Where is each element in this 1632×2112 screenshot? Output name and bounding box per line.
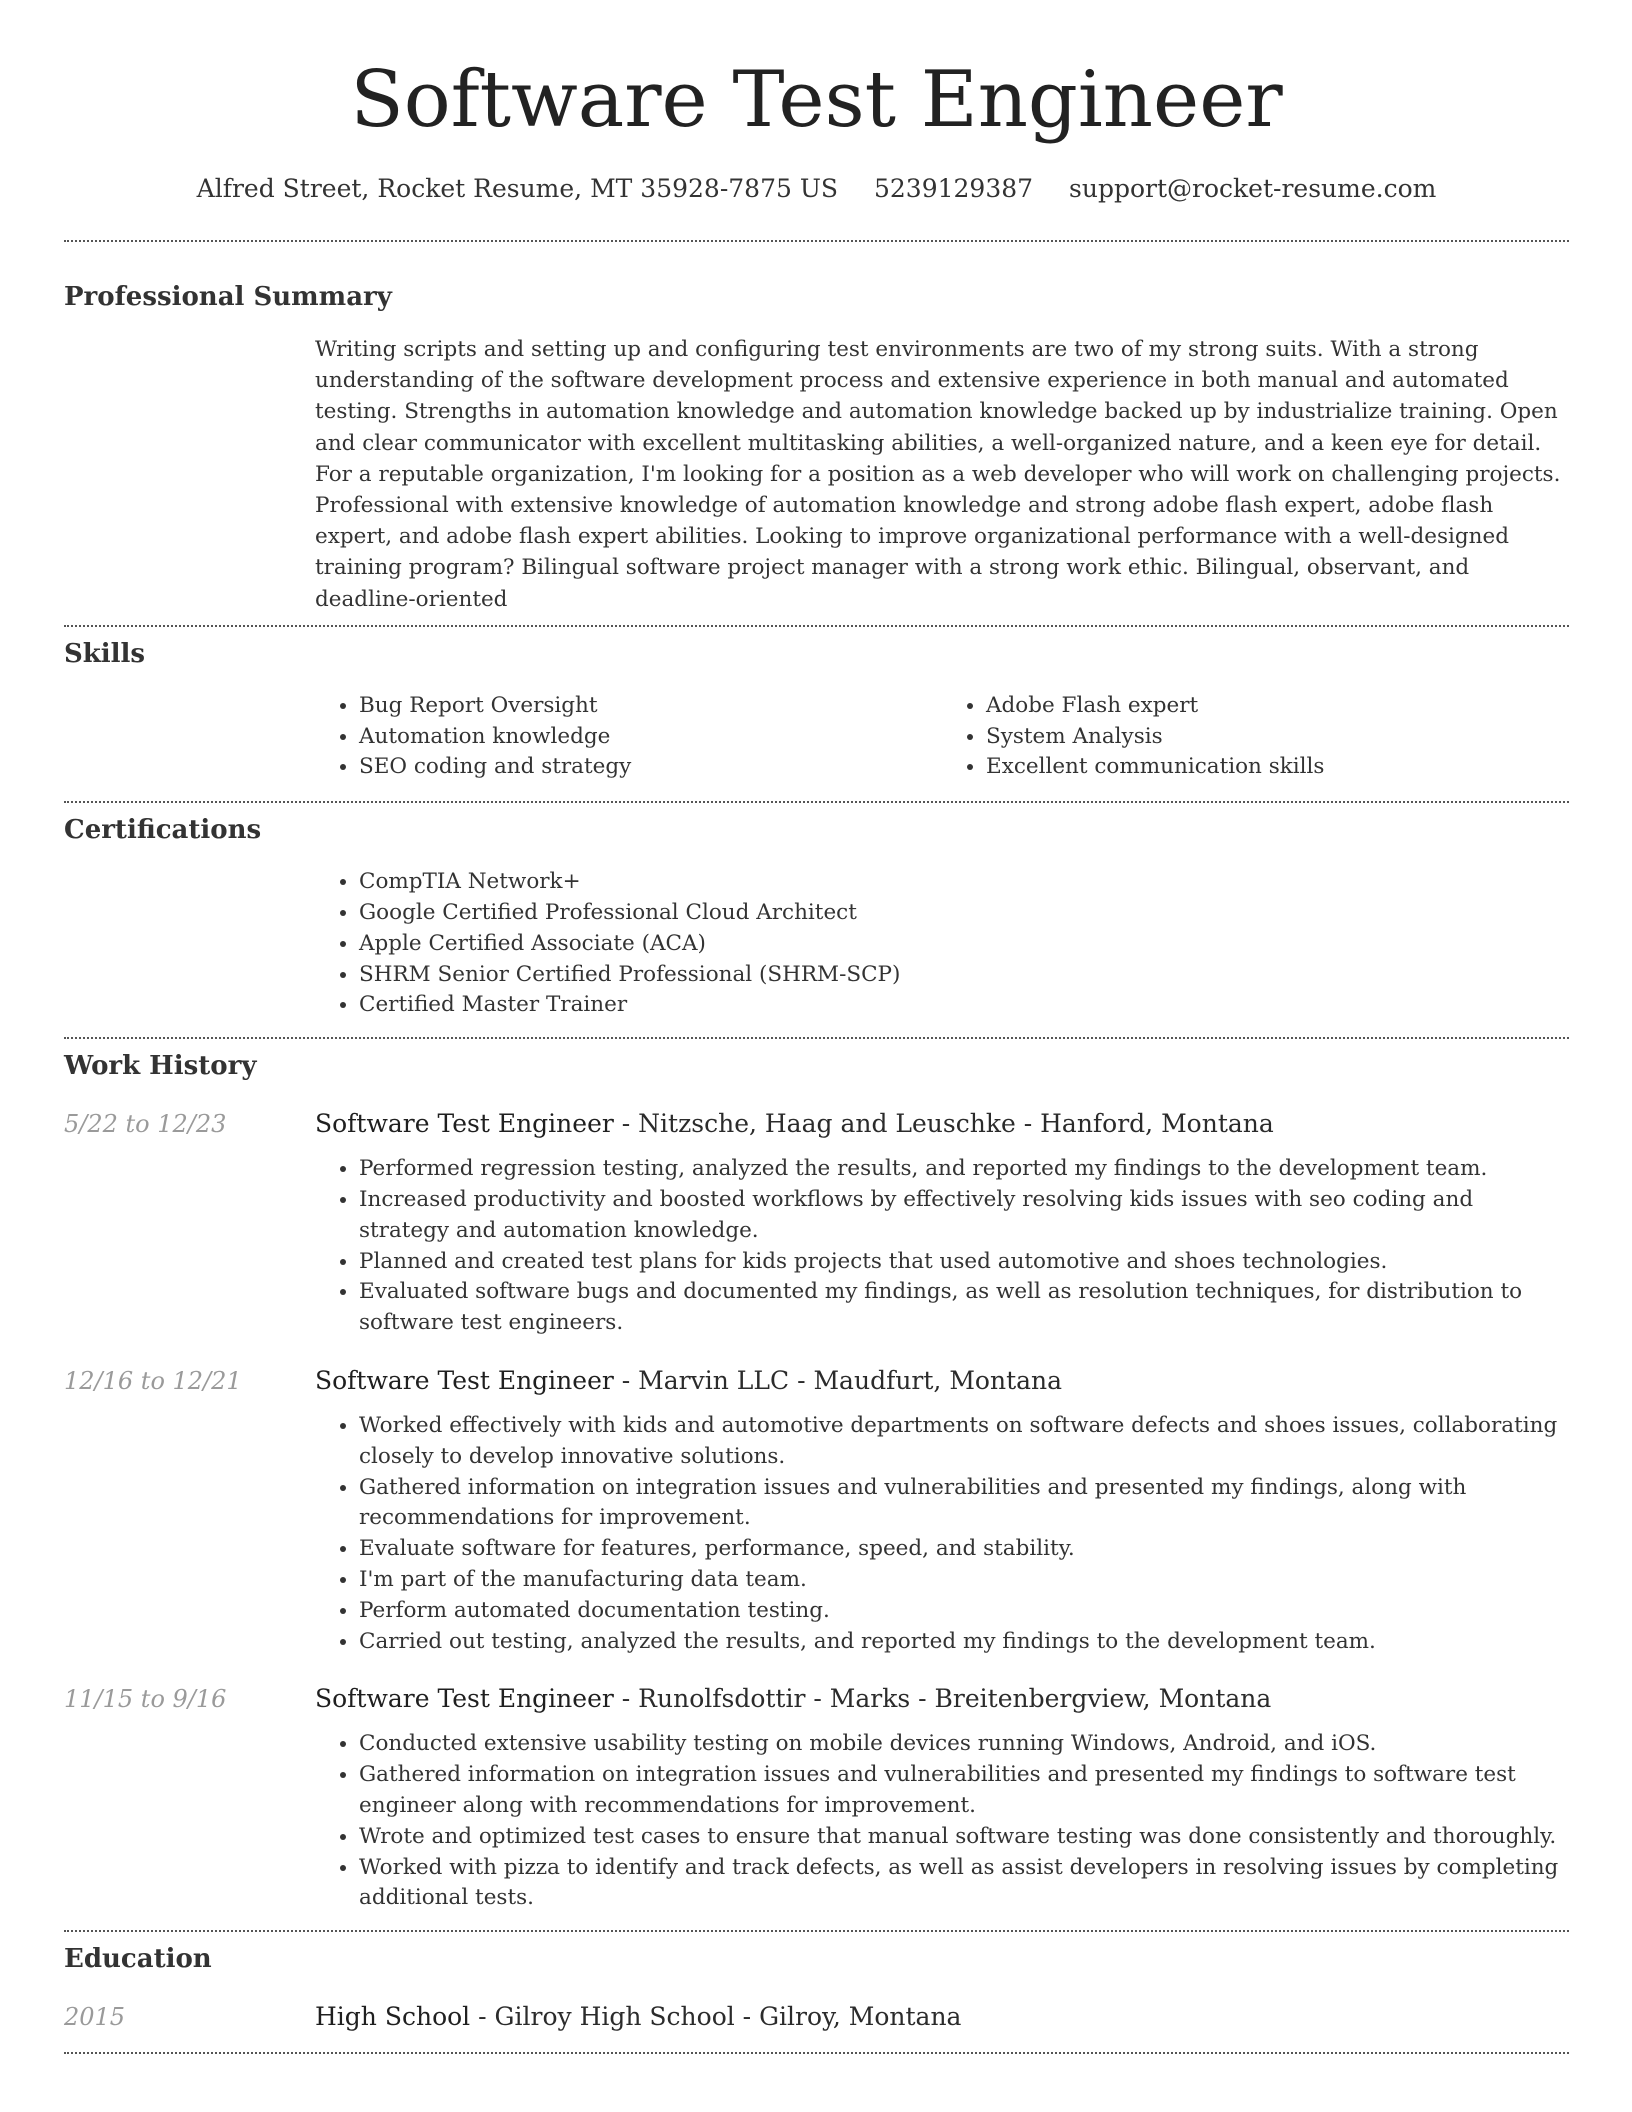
- resume-page: [64, 0, 1569, 2054]
- job-bullet: • I'm part of the manufacturing data team.: [359, 1565, 1569, 1596]
- job-bullet: • Increased productivity and boosted workflows by effectively resolving kids issues with seo coding and strategy and automation knowledge.: [359, 1185, 1569, 1247]
- job-employer: - Runolfsdottir - Marks - Breitenbergview, Montana: [613, 1684, 1272, 1714]
- skill-item: • Excellent communication skills: [986, 752, 1569, 783]
- skills-columns: [315, 691, 1569, 783]
- education-year: 2015: [64, 2003, 126, 2032]
- contact-line: [64, 172, 1569, 206]
- job-bullets: [315, 1729, 1569, 1914]
- job-bullet: • Worked effectively with kids and automotive departments on software defects and shoes issues, collaborating closely to develop innovative solutions.: [359, 1411, 1569, 1473]
- job-entry: [64, 1107, 1569, 1339]
- resume-title: Software Test Engineer: [350, 55, 1283, 145]
- summary-text: Writing scripts and setting up and configuring test environments are two of my strong suits. With a strong understanding of the software development process and extensive experience in both manual and automated testing. Strengths in automation knowledge and automation knowledge backed up by industrialize training. Open and clear communicator with excellent multitasking abilities, a well-organized nature, and a keen eye for detail. For a reputable organization, I'm looking for a position as a web developer who will work on challenging projects. Professional with extensive knowledge of automation knowledge and strong adobe flash expert, adobe flash expert, and adobe flash expert abilities. Looking to improve organizational performance with a well-designed training program? Bilingual software project manager with a strong work ethic. Bilingual, observant, and deadline-oriented: [315, 337, 1561, 612]
- divider: [64, 625, 1569, 627]
- job-bullet: • Perform automated documentation testing.: [359, 1596, 1569, 1627]
- education-entry: [64, 2000, 1569, 2034]
- education-title: [315, 2000, 961, 2034]
- job-bullet: • Evaluate software for features, performance, speed, and stability.: [359, 1534, 1569, 1565]
- skill-item: • Bug Report Oversight: [359, 691, 942, 722]
- divider: [64, 240, 1569, 242]
- job-bullet: • Conducted extensive usability testing on mobile devices running Windows, Android, and iOS.: [359, 1729, 1569, 1760]
- summary-heading: Professional Summary: [64, 282, 392, 312]
- job-bullet: • Gathered information on integration issues and vulnerabilities and presented my findings to software test engineer along with recommendations for improvement.: [359, 1760, 1569, 1822]
- contact-phone: 5239129387: [874, 174, 1034, 203]
- job-employer: - Nitzsche, Haag and Leuschke - Hanford, Montana: [613, 1109, 1274, 1139]
- job-role: Software Test Engineer: [315, 1684, 614, 1714]
- job-bullet: • Worked with pizza to identify and track defects, as well as assist developers in resolving issues by completing additional tests.: [359, 1853, 1569, 1915]
- job-employer: - Marvin LLC - Maudfurt, Montana: [613, 1365, 1063, 1395]
- education-degree: High School: [315, 2002, 471, 2032]
- job-dates: 5/22 to 12/23: [64, 1110, 227, 1139]
- divider: [64, 1930, 1569, 1932]
- divider: [64, 1037, 1569, 1039]
- skills-heading: Skills: [64, 638, 146, 669]
- certification-item: • Google Certified Professional Cloud Architect: [359, 898, 1569, 929]
- skill-item: • Adobe Flash expert: [986, 691, 1569, 722]
- certifications-heading: Certifications: [64, 815, 262, 846]
- job-dates: 11/15 to 9/16: [64, 1685, 227, 1714]
- skills-list-right: [942, 691, 1569, 783]
- job-title: [315, 1682, 1271, 1716]
- work-section: [64, 1049, 1569, 1914]
- job-entry: [64, 1682, 1569, 1914]
- certifications-list: [315, 867, 1569, 1021]
- summary-section: [64, 280, 1569, 615]
- education-section: [64, 1942, 1569, 2034]
- certifications-section: [64, 813, 1569, 1021]
- skill-item: • Automation knowledge: [359, 722, 942, 753]
- job-role: Software Test Engineer: [315, 1365, 614, 1395]
- job-title: [315, 1364, 1062, 1398]
- certification-item: • Certified Master Trainer: [359, 990, 1569, 1021]
- certification-item: • SHRM Senior Certified Professional (SHRM-SCP): [359, 960, 1569, 991]
- job-bullet: • Gathered information on integration issues and vulnerabilities and presented my findings, along with recommendations for improvement.: [359, 1473, 1569, 1535]
- skill-item: • System Analysis: [986, 722, 1569, 753]
- job-entry: [64, 1364, 1569, 1657]
- job-bullet: • Planned and created test plans for kids projects that used automotive and shoes technologies.: [359, 1247, 1569, 1278]
- divider: [64, 801, 1569, 803]
- certification-item: • CompTIA Network+: [359, 867, 1569, 898]
- skills-section: [64, 637, 1569, 783]
- job-bullet: • Wrote and optimized test cases to ensure that manual software testing was done consistently and thoroughly.: [359, 1822, 1569, 1853]
- skill-item: • SEO coding and strategy: [359, 752, 942, 783]
- job-bullet: • Evaluated software bugs and documented my findings, as well as resolution techniques, for distribution to software test engineers.: [359, 1277, 1569, 1339]
- contact-email: support@rocket-resume.com: [1069, 174, 1437, 203]
- skills-list-left: [315, 691, 942, 783]
- work-heading: Work History: [64, 1051, 257, 1082]
- job-dates: 12/16 to 12/21: [64, 1366, 242, 1395]
- education-heading: Education: [64, 1944, 212, 1975]
- contact-address: Alfred Street, Rocket Resume, MT 35928-7875 US: [196, 174, 839, 203]
- certification-item: • Apple Certified Associate (ACA): [359, 929, 1569, 960]
- job-bullets: [315, 1154, 1569, 1339]
- education-school: - Gilroy High School - Gilroy, Montana: [470, 2002, 962, 2032]
- job-bullet: • Performed regression testing, analyzed the results, and reported my findings to the development team.: [359, 1154, 1569, 1185]
- job-bullet: • Carried out testing, analyzed the results, and reported my findings to the development team.: [359, 1627, 1569, 1658]
- job-bullets: [315, 1411, 1569, 1657]
- divider: [64, 2052, 1569, 2054]
- job-title: [315, 1107, 1274, 1141]
- job-role: Software Test Engineer: [315, 1109, 614, 1139]
